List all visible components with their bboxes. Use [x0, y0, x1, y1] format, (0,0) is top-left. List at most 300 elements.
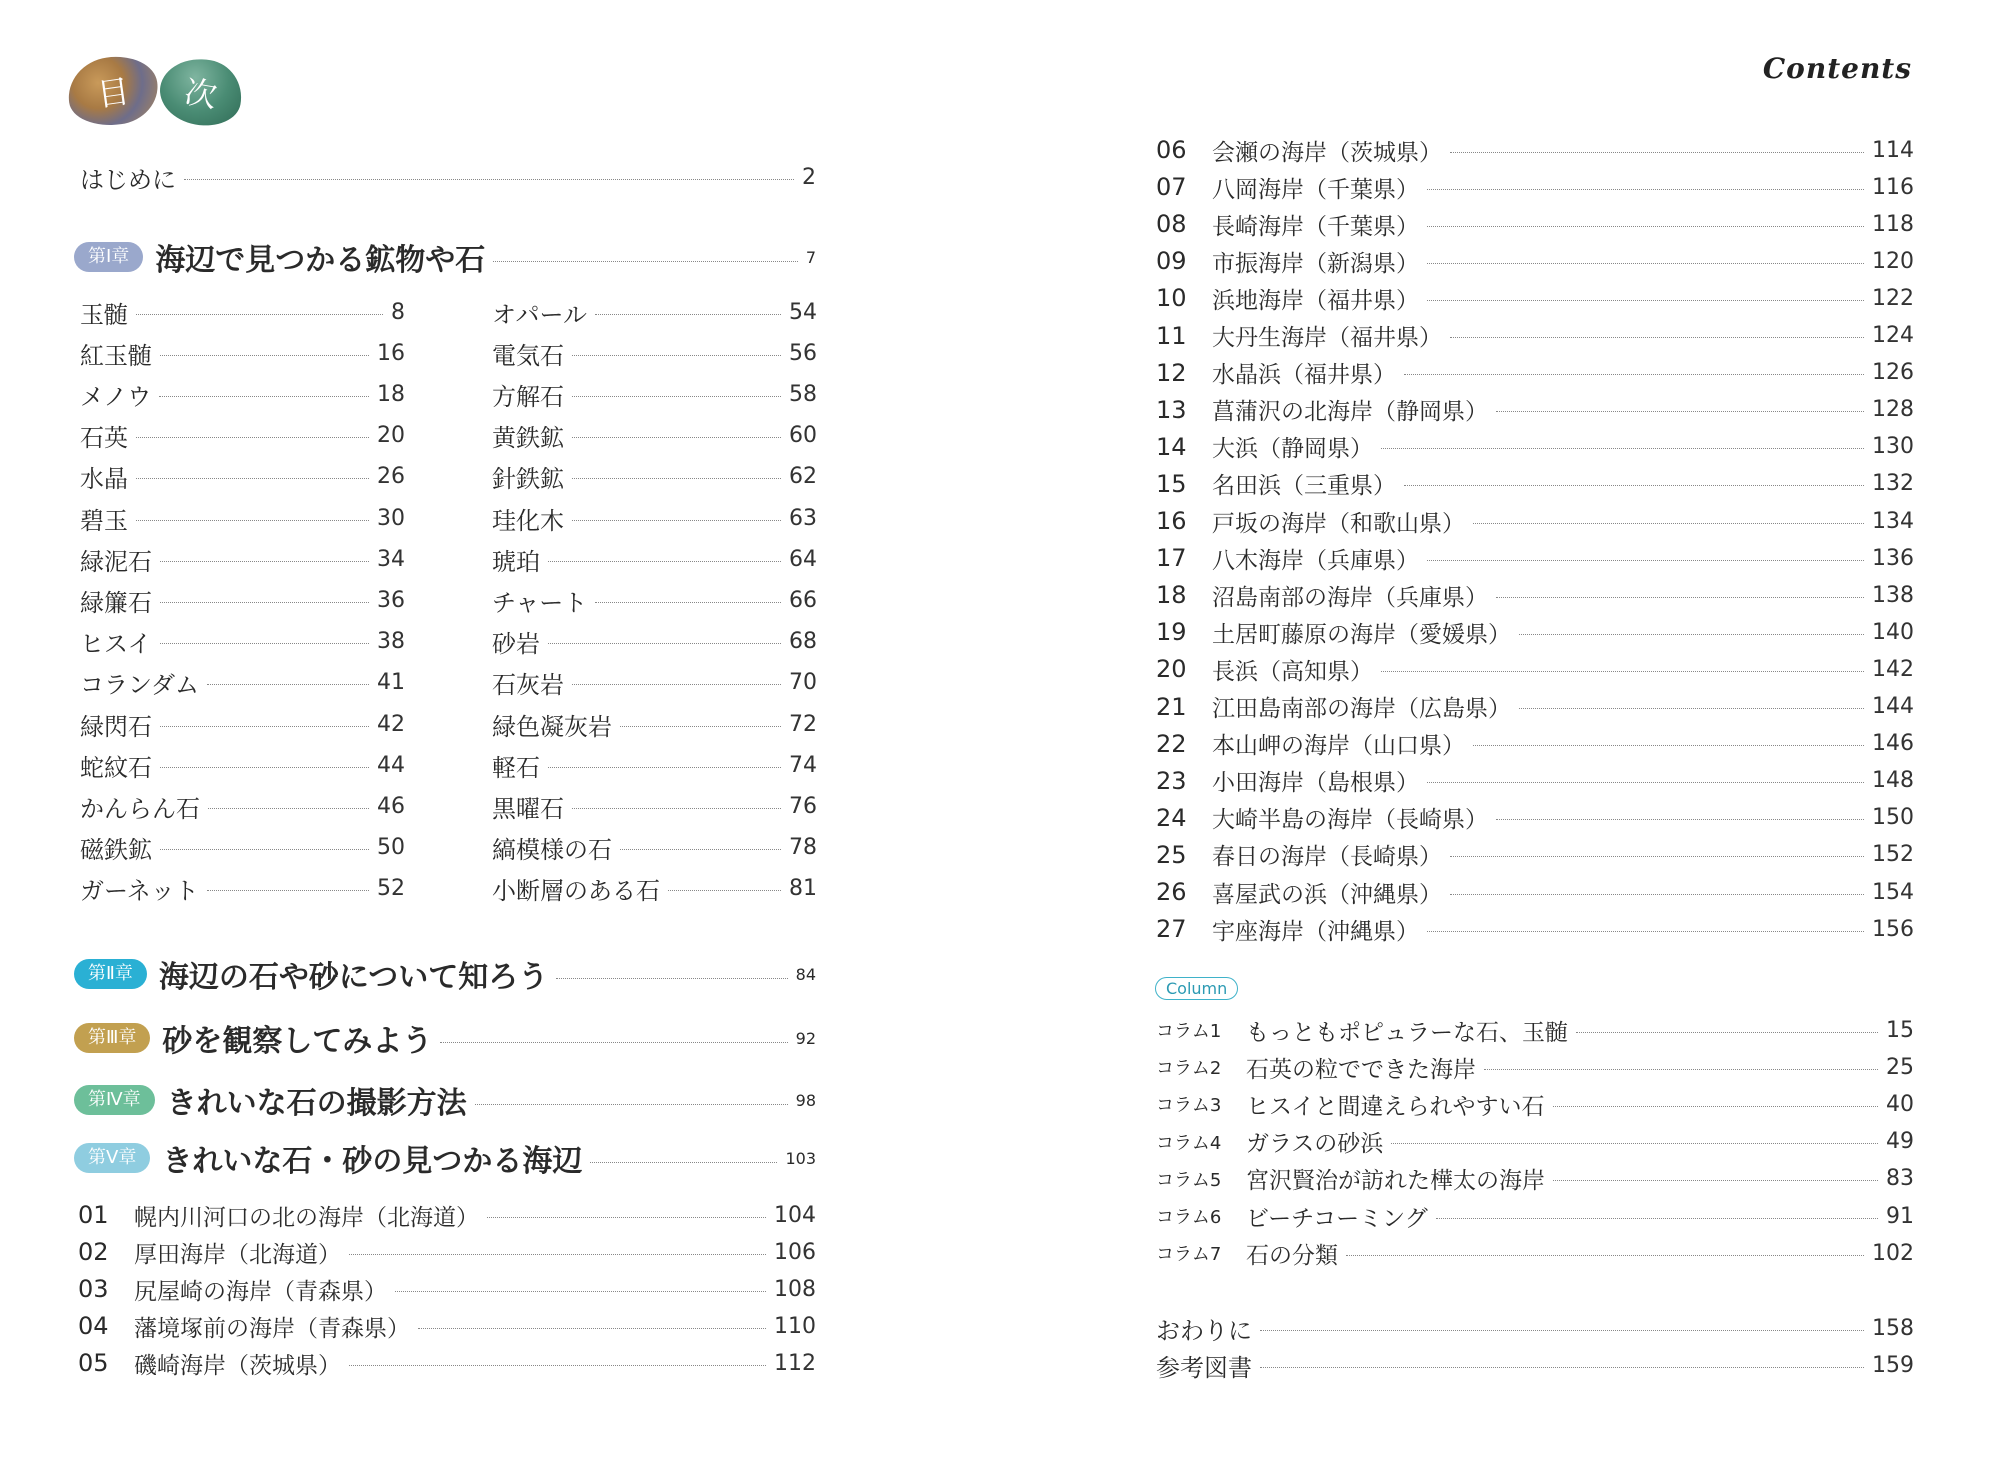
mineral-name: 碧玉 — [80, 506, 128, 535]
toc-entry[interactable] — [492, 421, 817, 451]
beach-number: 06 — [1156, 136, 1187, 164]
toc-entry[interactable] — [492, 544, 817, 574]
dotted-leader — [620, 849, 781, 850]
column-title: 石の分類 — [1246, 1242, 1338, 1269]
toc-entry[interactable] — [1156, 172, 1914, 202]
beach-name: 藩境塚前の海岸（青森県） — [134, 1315, 410, 1342]
mineral-name: 小断層のある石 — [492, 877, 660, 906]
toc-entry[interactable] — [1156, 1052, 1914, 1082]
dotted-leader — [160, 726, 369, 727]
dotted-leader — [590, 1162, 777, 1163]
dotted-leader — [548, 561, 781, 562]
toc-chapter[interactable] — [74, 1080, 816, 1120]
toc-entry[interactable] — [1156, 617, 1914, 647]
beach-name: 水晶浜（福井県） — [1212, 362, 1396, 389]
beach-name: 市振海岸（新潟県） — [1212, 250, 1419, 277]
dotted-leader — [208, 808, 369, 809]
beach-number: 23 — [1156, 766, 1187, 795]
dotted-leader — [160, 355, 369, 356]
column-badge: Column — [1155, 977, 1238, 1000]
beach-number: 01 — [78, 1201, 109, 1229]
toc-entry[interactable] — [78, 1200, 816, 1230]
chapter-badge: 第Ⅱ章 — [74, 959, 147, 989]
toc-entry[interactable] — [80, 338, 405, 368]
dotted-leader — [1391, 1143, 1878, 1144]
dotted-leader — [1427, 189, 1864, 190]
beach-number: 09 — [1156, 247, 1187, 276]
toc-entry[interactable] — [492, 585, 817, 615]
toc-page: 44 — [377, 752, 405, 778]
toc-page: 56 — [789, 340, 817, 366]
beach-number: 15 — [1156, 469, 1187, 498]
beach-name: 尻屋崎の海岸（青森県） — [134, 1278, 387, 1305]
dotted-leader — [1427, 300, 1864, 301]
toc-entry[interactable] — [492, 874, 817, 904]
mineral-name: 緑泥石 — [80, 547, 152, 576]
dotted-leader — [1450, 337, 1864, 338]
toc-page: 102 — [1872, 1240, 1914, 1266]
heading-char: 次 — [181, 72, 220, 116]
dotted-leader — [1496, 819, 1864, 820]
toc-entry[interactable] — [1156, 209, 1914, 239]
toc-page: 64 — [789, 546, 817, 572]
mineral-name: 黒曜石 — [492, 794, 564, 823]
toc-entry[interactable] — [492, 627, 817, 657]
beach-number: 19 — [1156, 618, 1187, 647]
dotted-leader — [1260, 1330, 1864, 1331]
mineral-name: 石灰岩 — [492, 671, 564, 700]
dotted-leader — [556, 978, 787, 979]
beach-number: 13 — [1156, 395, 1187, 424]
toc-page: 20 — [377, 423, 405, 449]
toc-page: 46 — [377, 793, 405, 819]
beach-number: 18 — [1156, 581, 1187, 610]
toc-page: 124 — [1872, 323, 1914, 348]
chapter-page: 92 — [795, 1028, 816, 1048]
toc-page: 18 — [377, 381, 405, 407]
toc-chapter-1[interactable] — [74, 237, 816, 277]
toc-entry[interactable] — [80, 379, 405, 409]
beach-name: 宇座海岸（沖縄県） — [1212, 918, 1419, 945]
toc-page: 60 — [789, 423, 817, 449]
beach-number: 08 — [1156, 210, 1187, 239]
toc-page: 152 — [1872, 842, 1914, 868]
toc-entry[interactable] — [492, 379, 817, 409]
dotted-leader — [1346, 1255, 1864, 1256]
toc-page: 112 — [774, 1350, 816, 1376]
dotted-leader — [160, 643, 369, 644]
toc-page: 63 — [789, 505, 817, 531]
toc-page: 140 — [1872, 619, 1914, 645]
beach-name: 大丹生海岸（福井県） — [1212, 325, 1442, 351]
beach-name: 八岡海岸（千葉県） — [1212, 176, 1419, 203]
dotted-leader — [207, 684, 369, 685]
beach-number: 11 — [1156, 321, 1187, 350]
toc-page: 74 — [789, 752, 817, 778]
column-label: コラム7 — [1156, 1244, 1222, 1266]
toc-entry[interactable] — [492, 750, 817, 780]
heading-char: 目 — [94, 71, 132, 115]
dotted-leader — [395, 1291, 766, 1292]
beach-number: 04 — [78, 1312, 109, 1340]
mineral-name: チャート — [492, 588, 588, 617]
dotted-leader — [595, 602, 781, 603]
dotted-leader — [1450, 152, 1864, 153]
beach-number: 14 — [1156, 432, 1187, 461]
column-title: 宮沢賢治が訪れた樺太の海岸 — [1246, 1168, 1545, 1195]
dotted-leader — [1496, 411, 1864, 412]
dotted-leader — [160, 849, 369, 850]
toc-entry[interactable] — [1156, 1089, 1914, 1119]
toc-page: 132 — [1872, 471, 1914, 497]
mineral-name: 縞模様の石 — [492, 836, 612, 865]
toc-entry[interactable] — [80, 874, 405, 904]
dotted-leader — [349, 1365, 766, 1366]
dotted-leader — [1260, 1367, 1864, 1368]
beach-name: 磯崎海岸（茨城県） — [134, 1352, 341, 1379]
toc-page: 116 — [1872, 174, 1914, 200]
beach-number: 27 — [1156, 915, 1187, 944]
toc-entry[interactable] — [1156, 246, 1914, 276]
toc-page: 106 — [774, 1239, 816, 1265]
dotted-leader — [1404, 485, 1864, 486]
toc-entry[interactable] — [80, 462, 405, 492]
toc-page: 76 — [789, 793, 817, 819]
column-label: コラム4 — [1156, 1132, 1222, 1154]
toc-page: 104 — [774, 1202, 816, 1228]
contents-heading-logo — [68, 55, 248, 130]
toc-entry[interactable] — [80, 709, 405, 739]
chapter-title: きれいな石・砂の見つかる海辺 — [162, 1144, 583, 1179]
toc-entry[interactable] — [80, 585, 405, 615]
dotted-leader — [160, 561, 369, 562]
mineral-name: ガーネット — [80, 877, 199, 906]
dotted-leader — [572, 478, 781, 479]
dotted-leader — [1473, 745, 1864, 746]
dotted-leader — [548, 643, 781, 644]
toc-page: 122 — [1872, 285, 1914, 311]
toc-entry[interactable] — [492, 338, 817, 368]
toc-page: 114 — [1872, 137, 1914, 163]
mineral-name: 石英 — [80, 424, 128, 453]
toc-page: 130 — [1872, 434, 1914, 460]
toc-page: 148 — [1872, 768, 1914, 794]
toc-page: 36 — [377, 587, 405, 613]
toc-entry[interactable] — [1156, 1127, 1914, 1157]
toc-entry[interactable] — [1156, 914, 1914, 944]
toc-page: 62 — [789, 464, 817, 490]
dotted-leader — [1553, 1180, 1878, 1181]
dotted-leader — [1436, 1218, 1878, 1219]
toc-page: 146 — [1872, 731, 1914, 757]
dotted-leader — [440, 1042, 787, 1043]
dotted-leader — [572, 808, 781, 809]
beach-name: 幌内川河口の北の海岸（北海道） — [134, 1204, 479, 1231]
dotted-leader — [136, 437, 369, 438]
dotted-leader — [207, 890, 369, 891]
dotted-leader — [349, 1254, 766, 1255]
toc-title: はじめに — [80, 165, 176, 194]
toc-entry[interactable] — [492, 462, 817, 492]
toc-entry[interactable] — [1156, 543, 1914, 573]
toc-entry[interactable] — [78, 1348, 816, 1378]
toc-entry[interactable] — [1156, 1164, 1914, 1194]
mineral-name: 針鉄鉱 — [492, 465, 564, 494]
toc-page: 72 — [789, 711, 817, 737]
beach-number: 24 — [1156, 803, 1187, 832]
chapter-badge: 第Ⅲ章 — [74, 1023, 150, 1053]
column-label: コラム6 — [1156, 1207, 1222, 1228]
toc-page: 50 — [377, 835, 405, 861]
right-page — [1000, 0, 2000, 1469]
toc-page: 54 — [789, 299, 817, 325]
dotted-leader — [1553, 1106, 1878, 1107]
toc-page: 83 — [1886, 1166, 1914, 1192]
toc-page: 108 — [774, 1276, 816, 1302]
beach-number: 03 — [78, 1275, 109, 1303]
beach-name: 名田浜（三重県） — [1212, 473, 1396, 500]
dotted-leader — [487, 1217, 766, 1218]
dotted-leader — [136, 520, 369, 521]
toc-page: 40 — [1886, 1091, 1914, 1117]
mineral-name: 緑色凝灰岩 — [492, 712, 612, 741]
toc-page: 110 — [774, 1313, 816, 1339]
toc-entry[interactable] — [1156, 1201, 1914, 1231]
beach-number: 07 — [1156, 173, 1187, 202]
beach-number: 25 — [1156, 840, 1187, 869]
toc-entry[interactable] — [1156, 877, 1914, 907]
toc-entry[interactable] — [78, 1237, 816, 1267]
chapter-page: 7 — [805, 247, 816, 267]
dotted-leader — [160, 602, 369, 603]
toc-entry[interactable] — [1156, 358, 1914, 388]
toc-entry[interactable] — [80, 544, 405, 574]
contents-label: Contents — [1762, 52, 1912, 85]
column-label: コラム3 — [1156, 1095, 1222, 1117]
toc-entry[interactable] — [1156, 803, 1914, 833]
dotted-leader — [160, 767, 369, 768]
dotted-leader — [1427, 782, 1864, 783]
beach-number: 21 — [1156, 692, 1187, 721]
beach-number: 16 — [1156, 507, 1187, 535]
dotted-leader — [572, 396, 781, 397]
toc-page: 34 — [377, 546, 405, 572]
beach-number: 12 — [1156, 358, 1187, 387]
column-title: ビーチコーミング — [1246, 1205, 1428, 1232]
toc-page: 25 — [1886, 1054, 1914, 1080]
dotted-leader — [1381, 448, 1864, 449]
toc-entry[interactable] — [492, 297, 817, 327]
stone-green-icon — [155, 52, 247, 131]
dotted-leader — [1450, 856, 1864, 857]
toc-entry[interactable] — [1156, 840, 1914, 870]
dotted-leader — [1427, 226, 1864, 227]
dotted-leader — [1404, 374, 1864, 375]
toc-page: 8 — [391, 299, 405, 325]
toc-entry[interactable] — [80, 791, 405, 821]
toc-page: 138 — [1872, 582, 1914, 608]
beach-name: 小田海岸（島根県） — [1212, 770, 1419, 797]
toc-page: 26 — [377, 464, 405, 490]
dotted-leader — [1496, 597, 1864, 598]
toc-entry[interactable] — [1156, 1350, 1914, 1380]
mineral-name: 緑閃石 — [80, 712, 152, 741]
toc-entry[interactable] — [78, 1311, 816, 1341]
beach-name: 沼島南部の海岸（兵庫県） — [1212, 584, 1488, 611]
toc-entry[interactable] — [492, 668, 817, 698]
toc-entry[interactable] — [1156, 1015, 1914, 1045]
dotted-leader — [184, 179, 794, 180]
chapter-page: 103 — [785, 1148, 816, 1168]
toc-entry[interactable] — [1156, 654, 1914, 684]
beach-number: 05 — [78, 1349, 109, 1377]
stone-jasper-icon — [64, 51, 163, 131]
dotted-leader — [572, 437, 781, 438]
dotted-leader — [548, 767, 781, 768]
mineral-name: ヒスイ — [80, 630, 152, 659]
beach-number: 26 — [1156, 878, 1187, 906]
toc-intro[interactable] — [80, 162, 816, 192]
mineral-name: メノウ — [80, 382, 152, 411]
dotted-leader — [1519, 708, 1864, 709]
toc-chapter[interactable] — [74, 1138, 816, 1178]
dotted-leader — [595, 314, 781, 315]
chapter-page: 98 — [795, 1090, 816, 1110]
beach-name: 本山岬の海岸（山口県） — [1212, 733, 1465, 760]
end-title: 参考図書 — [1156, 1353, 1252, 1382]
toc-page: 118 — [1872, 211, 1914, 237]
toc-entry[interactable] — [80, 833, 405, 863]
toc-page: 156 — [1872, 916, 1914, 942]
beach-name: 菖蒲沢の北海岸（静岡県） — [1212, 399, 1488, 426]
toc-page: 134 — [1872, 508, 1914, 534]
toc-page: 159 — [1872, 1352, 1914, 1378]
dotted-leader — [572, 684, 781, 685]
toc-page: 41 — [377, 670, 405, 696]
toc-entry[interactable] — [80, 421, 405, 451]
dotted-leader — [418, 1328, 766, 1329]
chapter-title: 海辺で見つかる鉱物や石 — [155, 243, 486, 278]
toc-entry[interactable] — [492, 833, 817, 863]
column-label: コラム5 — [1156, 1169, 1222, 1191]
toc-entry[interactable] — [80, 668, 405, 698]
mineral-name: 黄鉄鉱 — [492, 424, 564, 453]
dotted-leader — [493, 261, 798, 262]
toc-page: 52 — [377, 876, 405, 902]
mineral-name: 磁鉄鉱 — [80, 836, 152, 865]
toc-page: 49 — [1886, 1129, 1914, 1155]
dotted-leader — [1473, 523, 1864, 524]
mineral-name: かんらん石 — [80, 794, 200, 823]
toc-entry[interactable] — [492, 791, 817, 821]
toc-entry[interactable] — [80, 627, 405, 657]
beach-number: 10 — [1156, 284, 1187, 313]
mineral-name: 玉髄 — [80, 300, 128, 329]
toc-page: 142 — [1872, 656, 1914, 682]
toc-entry[interactable] — [80, 297, 405, 327]
toc-entry[interactable] — [1156, 395, 1914, 425]
toc-entry[interactable] — [1156, 283, 1914, 313]
toc-chapter[interactable] — [74, 1018, 816, 1058]
beach-number: 22 — [1156, 729, 1187, 758]
toc-entry[interactable] — [492, 503, 817, 533]
toc-entry[interactable] — [1156, 580, 1914, 610]
dotted-leader — [136, 478, 369, 479]
toc-page: 15 — [1886, 1017, 1914, 1043]
beach-name: 大浜（静岡県） — [1212, 436, 1373, 463]
beach-name: 浜地海岸（福井県） — [1212, 287, 1419, 314]
dotted-leader — [1484, 1069, 1878, 1070]
toc-entry[interactable] — [1156, 321, 1914, 351]
beach-name: 厚田海岸（北海道） — [134, 1241, 341, 1268]
toc-entry[interactable] — [1156, 506, 1914, 536]
beach-name: 土居町藤原の海岸（愛媛県） — [1212, 621, 1511, 648]
toc-chapter[interactable] — [74, 954, 816, 994]
toc-entry[interactable] — [492, 709, 817, 739]
chapter-badge: 第Ⅳ章 — [74, 1085, 155, 1115]
dotted-leader — [620, 726, 781, 727]
toc-entry[interactable] — [1156, 432, 1914, 462]
beach-name: 会瀬の海岸（茨城県） — [1212, 139, 1442, 166]
toc-entry[interactable] — [1156, 692, 1914, 722]
toc-entry[interactable] — [1156, 1238, 1914, 1268]
mineral-name: 琥珀 — [492, 547, 540, 576]
toc-entry[interactable] — [1156, 135, 1914, 165]
beach-number: 20 — [1156, 655, 1187, 684]
dotted-leader — [1519, 634, 1864, 635]
toc-entry[interactable] — [80, 750, 405, 780]
beach-name: 長浜（高知県） — [1212, 658, 1373, 685]
beach-name: 江田島南部の海岸（広島県） — [1212, 696, 1511, 722]
chapter-badge: 第Ⅴ章 — [74, 1143, 150, 1173]
dotted-leader — [1427, 931, 1864, 932]
toc-page: 70 — [789, 670, 817, 696]
chapter-title: 海辺の石や砂について知ろう — [158, 960, 549, 995]
toc-entry[interactable] — [1156, 766, 1914, 796]
toc-page: 42 — [377, 711, 405, 737]
toc-page: 126 — [1872, 360, 1914, 386]
column-title: 石英の粒でできた海岸 — [1246, 1056, 1476, 1083]
toc-page: 38 — [377, 629, 405, 655]
toc-page: 66 — [789, 587, 817, 613]
column-label: コラム1 — [1156, 1021, 1222, 1042]
toc-entry[interactable] — [1156, 469, 1914, 499]
column-title: ヒスイと間違えられやすい石 — [1246, 1093, 1545, 1120]
toc-entry[interactable] — [1156, 729, 1914, 759]
beach-number: 02 — [78, 1238, 109, 1266]
dotted-leader — [1450, 894, 1864, 895]
toc-page: 144 — [1872, 694, 1914, 719]
dotted-leader — [572, 355, 781, 356]
toc-entry[interactable] — [78, 1274, 816, 1304]
toc-page: 91 — [1886, 1203, 1914, 1229]
beach-name: 喜屋武の浜（沖縄県） — [1212, 881, 1442, 908]
column-label: コラム2 — [1156, 1058, 1222, 1080]
beach-name: 長崎海岸（千葉県） — [1212, 213, 1419, 240]
toc-entry[interactable] — [80, 503, 405, 533]
toc-page: 150 — [1872, 805, 1914, 831]
mineral-name: 方解石 — [492, 382, 564, 411]
beach-name: 春日の海岸（長崎県） — [1212, 844, 1442, 871]
dotted-leader — [572, 520, 781, 521]
toc-page: 158 — [1872, 1315, 1914, 1341]
toc-page: 81 — [789, 876, 817, 902]
toc-entry[interactable] — [1156, 1313, 1914, 1343]
toc-page: 58 — [789, 381, 817, 407]
column-title: もっともポピュラーな石、玉髄 — [1246, 1019, 1568, 1046]
mineral-name: 水晶 — [80, 465, 128, 494]
dotted-leader — [1427, 560, 1864, 561]
